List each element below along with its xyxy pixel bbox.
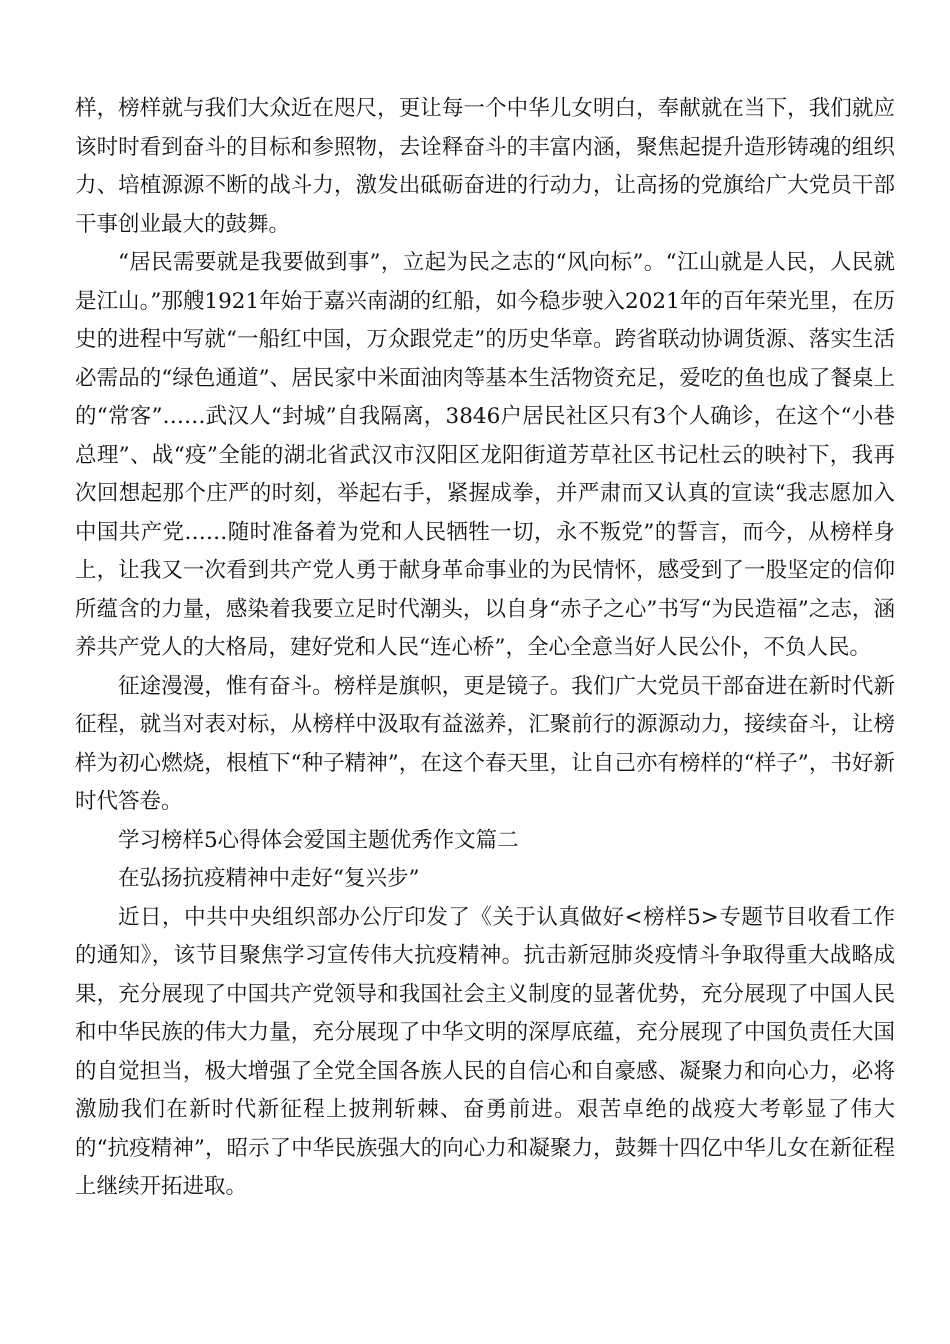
paragraph-continued: 样，榜样就与我们大众近在咫尺，更让每一个中华儿女明白，奉献就在当下，我们就应该时时看到奋斗的目标和参照物，去诠释奋斗的丰富内涵，聚焦起提升造形铸魂的组织力、培植源源不断的战斗力，激发出砥砺奋进的行动力，让高扬的党旗给广大党员干部干事创业最大的鼓舞。 (75, 96, 895, 237)
document-page (75, 90, 895, 1207)
section-subtitle: 在弘扬抗疫精神中走好“复兴步” (118, 866, 420, 891)
paragraph-recent: 近日，中共中央组织部办公厅印发了《关于认真做好<榜样5>专题节目收看工作的通知》，该节目聚焦学习宣传伟大抗疫精神。抗击新冠肺炎疫情斗争取得重大战略成果，充分展现了中国共产党领导和我国社会主义制度的显著优势，充分展现了中国人民和中华民族的伟大力量，充分展现了中华文明的深厚底蕴，充分展现了中国负责任大国的自觉担当，极大增强了全党全国各族人民的自信心和自豪感、凝聚力和向心力，必将激励我们在新时代新征程上披荆斩棘、奋勇前进。艰苦卓绝的战疫大考彰显了伟大的“抗疫精神”，昭示了中华民族强大的向心力和凝聚力，鼓舞十四亿中华儿女在新征程上继续开拓进取。 (75, 904, 895, 1199)
paragraph-struggle: 征途漫漫，惟有奋斗。榜样是旗帜，更是镜子。我们广大党员干部奋进在新时代新征程，就当对表对标，从榜样中汲取有益滋养，汇聚前行的源源动力，接续奋斗，让榜样为初心燃烧，根植下“种子精神”，在这个春天里，让自己亦有榜样的“样子”，书好新时代答卷。 (75, 673, 895, 814)
paragraph-people: “居民需要就是我要做到事”，立起为民之志的“风向标”。“江山就是人民，人民就是江山。”那艘1921年始于嘉兴南湖的红船，如今稳步驶入2021年的百年荣光里，在历史的进程中写就“一船红中国，万众跟党走”的历史华章。跨省联动协调货源、落实生活必需品的“绿色通道”、居民家中米面油肉等基本生活物资充足，爱吃的鱼也成了餐桌上的“常客”……武汉人“封城”自我隔离，3846户居民社区只有3个人确诊，在这个“小巷总理”、战“疫”全能的湖北省武汉市汉阳区龙阳街道芳草社区书记杜云的映衬下，我再次回想起那个庄严的时刻，举起右手，紧握成拳，并严肃而又认真的宣读“我志愿加入中国共产党……随时准备着为党和人民牺牲一切，永不叛党”的誓言，而今，从榜样身上，让我又一次看到共产党人勇于献身革命事业的为民情怀，感受到了一股坚定的信仰所蕴含的力量，感染着我要立足时代潮头，以自身“赤子之心”书写“为民造福”之志，涵养共产党人的大格局，建好党和人民“连心桥”，全心全意当好人民公仆，不负人民。 (75, 250, 895, 660)
section-title: 学习榜样5心得体会爱国主题优秀作文篇二 (118, 827, 519, 853)
